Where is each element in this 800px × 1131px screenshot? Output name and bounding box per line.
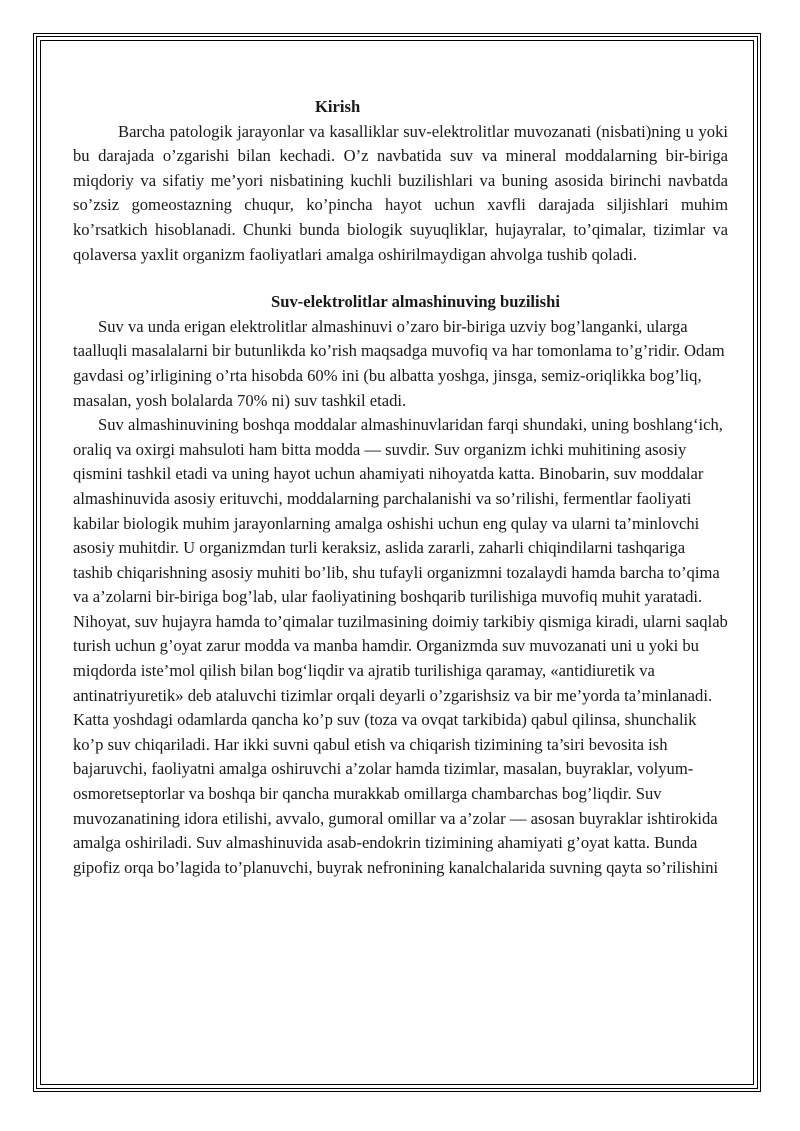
section-heading: Suv-elektrolitlar almashinuving buzilishi [271,292,560,312]
document-body [73,95,728,880]
body-paragraph-1: Suv va unda erigan elektrolitlar almashinuvi o’zaro bir-biriga uzviy bog’langanki, ularga taalluqli masalalarni bir butunlikda ko’rish maqsadga muvofiq va har tomonlama to’g’ridir. Odam gavdasi og’irligining o’rta hisobda 60% ini (bu albatta yoshga, jinsga, semiz-oriqlikka bog’liq, masalan, yosh bolalarda 70% ni) suv tashkil etadi. [73,316,725,410]
intro-heading: Kirish [315,97,361,116]
body-paragraph-2: Suv almashinuvining boshqa moddalar almashinuvlaridan farqi shundaki, uning boshlang‘ich, oraliq va oxirgi mahsuloti ham bitta modda — suvdir. Suv organizm ichki muhitining asosiy qismini tashkil etadi va uning hayot uchun ahamiyati nihoyatda katta. Binobarin, suv moddalar almashinuvida asosiy erituvchi, moddalarning parchalanishi va so’rilishi, fermentlar faoliyati kabilar biologik muhim jarayonlarning amalga oshishi uchun eng qulay va ularni ta’minlovchi asosiy muhitdir. U organizmdan turli keraksiz, aslida zararli, zaharli chiqindilarni tashqariga tashib chiqarishning asosiy muhiti bo’lib, shu tufayli organizmni tozalaydi hamda barcha to’qima va a’zolarni bir-biriga bog’lab, ular faoliyatining boshqarib turilishiga muvofiq muhit yaratadi. Nihoyat, suv hujayra hamda to’qimalar tuzilmasining doimiy tarkibiy qismiga kiradi, ularni saqlab turish uchun g’oyat zarur modda va manba hamdir. Organizmda suv muvozanati uni u yoki bu miqdorda iste’mol qilish bilan bog‘liqdir va ajratib turilishiga qaramay, «antidiuretik va antinatriyuretik» deb ataluvchi tizimlar orqali deyarli o’zgarishsiz va bir me’yorda ta’minlanadi. Katta yoshdagi odamlarda qancha ko’p suv (toza va ovqat tarkibida) qabul qilinsa, shunchalik ko’p suv chiqariladi. Har ikki suvni qabul etish va chiqarish tizimining ta’siri bevosita ish bajaruvchi, faoliyatni amalga oshiruvchi a’zolar hamda tizimlar, masalan, buyraklar, volyum-osmoretseptorlar va boshqa bir qancha murakkab omillarga chambarchas bog’liqdir. Suv muvozanatining idora etilishi, avvalo, gumoral omillar va a’zolar — asosan buyraklar ishtirokida amalga oshiriladi. Suv almashinuvida asab-endokrin tizimining ahamiyati g’oyat katta. Bunda gipofiz orqa bo’lagida to’planuvchi, buyrak nefronining kanalchalarida suvning qayta so’rilishini [73,415,728,877]
intro-paragraph: Barcha patologik jarayonlar va kasalliklar suv-elektrolitlar muvozanati (nisbati)ning u yoki bu darajada o’zgarishi bilan kechadi. O’z navbatida suv va mineral moddalarning bir-biriga miqdoriy va sifatiy me’yori nisbatining kuchli buzilishlari va buning asosida birinchi navbatda so’zsiz gomeostazning chuqur, ko’pincha hayot uchun xavfli darajada siljishlari muhim ko’rsatkich hisoblanadi. Chunki bunda biologik suyuqliklar, hujayralar, to’qimalar, tizimlar va qolaversa yaxlit organizm faoliyatlari amalga oshirilmaydigan ahvolga tushib qoladi. [73,121,728,264]
